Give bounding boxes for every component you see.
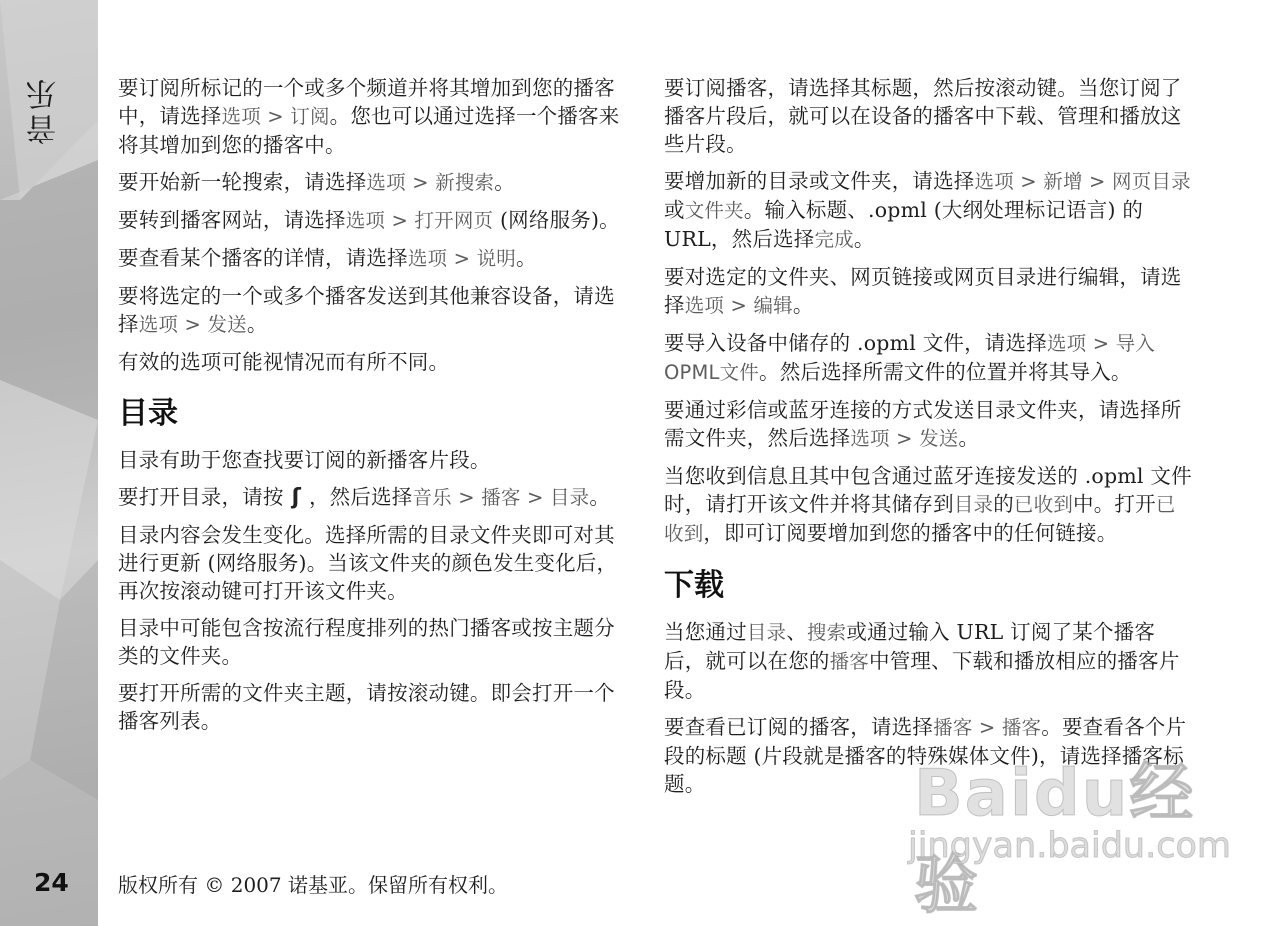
option-label: 已收到 <box>1013 493 1074 516</box>
paragraph <box>118 483 630 512</box>
option-label: 网页目录 <box>1112 170 1191 193</box>
paragraph-text: 中。打开 <box>1073 492 1156 516</box>
option-label: 音乐 <box>412 486 452 509</box>
paragraph <box>664 396 1192 453</box>
paragraph <box>664 263 1192 320</box>
paragraph <box>118 282 630 339</box>
option-label: 新搜索 <box>435 171 495 194</box>
option-label: 播客 <box>1001 716 1042 739</box>
option-label: 目录 <box>746 621 787 644</box>
paragraph-text: 。 <box>853 227 875 251</box>
option-label: 新增 <box>1043 170 1083 193</box>
paragraph-text: (网络服务)。 <box>493 208 620 232</box>
nokia-menu-key-icon: ʃ <box>291 485 301 510</box>
paragraph-text: 、 <box>786 620 807 644</box>
paragraph-text: 。 <box>792 293 814 317</box>
paragraph: 有效的选项可能视情况而有所不同。 <box>118 350 450 374</box>
separator: > <box>178 313 208 336</box>
paragraph-text: 。 <box>515 246 537 270</box>
paragraph-text: 或 <box>664 198 685 222</box>
option-label: 订阅 <box>290 105 330 128</box>
separator: > <box>724 294 754 317</box>
paragraph: 要打开所需的文件夹主题，请按滚动键。即会打开一个播客列表。 <box>118 681 615 733</box>
section-tab: 音乐 <box>26 75 63 145</box>
paragraph <box>118 168 630 197</box>
paragraph-text: 要导入设备中储存的 .opml 文件，请选择 <box>664 331 1047 355</box>
paragraph-text: 当您通过 <box>664 620 747 644</box>
paragraph-text: 要增加新的目录或文件夹，请选择 <box>664 169 975 193</box>
option-label: 完成 <box>814 228 854 251</box>
watermark-url: jingyan.baidu.com <box>908 826 1231 866</box>
paragraph-text: 要打开目录，请按 <box>118 485 284 509</box>
paragraph: 目录内容会发生变化。选择所需的目录文件夹即可对其进行更新 (网络服务)。当该文件夹的颜色发生变化后，再次按滚动键可打开该文件夹。 <box>118 523 618 603</box>
option-label: 选项 <box>407 247 448 270</box>
paragraph-text: 。输入标题、.opml (大纲处理标记语言) 的 URL，然后选择 <box>664 198 1144 251</box>
option-label: 选项 <box>1046 332 1087 355</box>
paragraph-text: 要转到播客网站，请选择 <box>118 208 346 232</box>
paragraph-text: 中管理、下载和播放相应的播客片段。 <box>664 649 1180 702</box>
paragraph-text: 的 <box>993 492 1014 516</box>
option-label: 选项 <box>684 294 725 317</box>
page-number: 24 <box>34 868 69 897</box>
option-label: 导入OPML文件 <box>664 332 1156 384</box>
option-label: 目录 <box>953 493 994 516</box>
separator: > <box>1013 170 1044 193</box>
paragraph-text: 要将选定的一个或多个播客发送到其他兼容设备，请选择 <box>118 284 615 336</box>
separator: > <box>1082 170 1112 193</box>
option-label: 选项 <box>850 427 890 450</box>
separator: > <box>260 105 291 128</box>
paragraph-text: 。 <box>958 426 980 450</box>
paragraph-text: 。 <box>589 485 611 509</box>
option-label: 选项 <box>138 313 179 336</box>
option-label: 说明 <box>476 247 516 270</box>
option-label: 选项 <box>974 170 1014 193</box>
right-column <box>664 74 1192 807</box>
separator: > <box>447 247 477 270</box>
paragraph-text: 。然后选择所需文件的位置并将其导入。 <box>759 360 1132 384</box>
option-label: 发送 <box>919 427 959 450</box>
separator: > <box>405 171 436 194</box>
paragraph-text: 要查看某个播客的详情，请选择 <box>118 246 408 270</box>
paragraph: 要订阅播客，请选择其标题，然后按滚动键。当您订阅了播客片段后，就可以在设备的播客中下载、管理和播放这些片段。 <box>664 76 1182 156</box>
copyright-footer: 版权所有 © 2007 诺基亚。保留所有权利。 <box>118 873 508 897</box>
option-label: 已收到 <box>664 493 1176 545</box>
option-label: 播客 <box>933 716 973 739</box>
section-heading: 目录 <box>118 396 178 431</box>
option-label: 选项 <box>366 171 406 194</box>
option-label: 选项 <box>345 209 386 232</box>
section-heading: 下载 <box>664 568 724 603</box>
separator: > <box>451 486 482 509</box>
left-column <box>118 74 630 744</box>
paragraph: 目录有助于您查找要订阅的新播客片段。 <box>118 448 491 472</box>
option-label: 播客 <box>481 486 521 509</box>
paragraph-text: 。 <box>246 312 268 336</box>
option-label: 打开网页 <box>414 209 494 232</box>
paragraph-text: 当您收到信息且其中包含通过蓝牙连接发送的 .opml 文件时，请打开该文件并将其储存到 <box>664 464 1192 516</box>
paragraph <box>118 206 630 235</box>
option-label: 文件夹 <box>684 199 744 222</box>
watermark-logo: Baidu经验 <box>914 757 1196 923</box>
separator: > <box>972 716 1002 739</box>
paragraph: 目录中可能包含按流行程度排列的热门播客或按主题分类的文件夹。 <box>118 616 615 668</box>
paragraph <box>118 74 630 159</box>
paragraph-text: 要订阅所标记的一个或多个频道并将其增加到您的播客中，请选择 <box>118 76 615 128</box>
paragraph-text: 要通过彩信或蓝牙连接的方式发送目录文件夹，请选择所需文件夹，然后选择 <box>664 398 1182 450</box>
paragraph-text: 要查看已订阅的播客，请选择 <box>664 715 934 739</box>
paragraph-text: 。 <box>494 170 515 194</box>
paragraph-text: ，然后选择 <box>308 485 413 509</box>
option-label: 选项 <box>221 105 261 128</box>
paragraph-text: 或通过输入 URL 订阅了某个播客后，就可以在您的 <box>664 620 1156 673</box>
paragraph-text: 要开始新一轮搜索，请选择 <box>118 170 367 194</box>
option-label: 发送 <box>207 313 247 336</box>
paragraph <box>664 462 1192 548</box>
option-label: 播客 <box>829 650 870 673</box>
separator: > <box>1086 332 1116 355</box>
paragraph <box>664 618 1192 704</box>
paragraph <box>664 713 1192 798</box>
side-band <box>0 0 98 926</box>
separator: > <box>889 427 920 450</box>
paragraph <box>664 329 1192 387</box>
paragraph-text: 。要查看各个片段的标题 (片段就是播客的特殊媒体文件)，请选择播客标题。 <box>664 715 1187 796</box>
paragraph <box>664 167 1192 254</box>
paragraph-text: 。您也可以通过选择一个播客来将其增加到您的播客中。 <box>118 104 620 157</box>
option-label: 搜索 <box>806 621 847 644</box>
option-label: 目录 <box>549 486 590 509</box>
separator: > <box>385 209 415 232</box>
paragraph-text: 要对选定的文件夹、网页链接或网页目录进行编辑，请选择 <box>664 265 1182 317</box>
option-label: 编辑 <box>753 294 793 317</box>
paragraph-text: ，即可订阅要增加到您的播客中的任何链接。 <box>703 521 1118 545</box>
separator: > <box>520 486 550 509</box>
paragraph <box>118 244 630 273</box>
